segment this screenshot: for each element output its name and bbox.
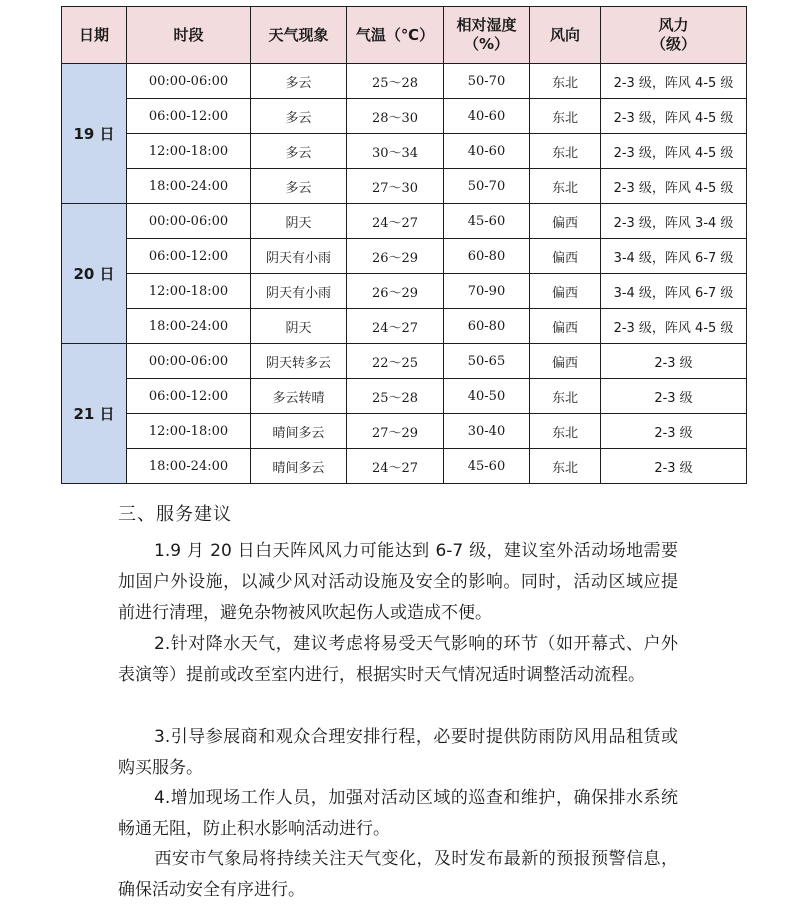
wind-direction-cell: 偏西 <box>530 344 601 379</box>
period-cell: 00:00-06:00 <box>127 64 251 99</box>
weather-cell: 阴天 <box>251 309 347 344</box>
header-temperature: 气温（℃） <box>347 7 444 64</box>
wind-force-cell: 2-3 级 <box>601 344 747 379</box>
section-title: 三、服务建议 <box>118 504 232 525</box>
period-cell: 06:00-12:00 <box>127 379 251 414</box>
advice-paragraph-text: 2.针对降水天气，建议考虑将易受天气影响的环节（如开幕式、户外表演等）提前或改至室内进行，根据实时天气情况适时调整活动流程。 <box>118 634 678 685</box>
wind-direction-cell: 偏西 <box>530 239 601 274</box>
date-cell: 19 日 <box>62 64 127 204</box>
period-cell: 18:00-24:00 <box>127 309 251 344</box>
wind-direction-cell: 东北 <box>530 134 601 169</box>
humidity-cell: 30-40 <box>444 414 530 449</box>
temperature-cell: 27～30 <box>347 169 444 204</box>
temperature-cell: 24～27 <box>347 204 444 239</box>
advice-paragraph-text: 3.引导参展商和观众合理安排行程，必要时提供防雨防风用品租赁或购买服务。 <box>118 727 678 778</box>
advice-paragraph-2 <box>118 629 678 691</box>
period-cell: 18:00-24:00 <box>127 449 251 484</box>
header-weather: 天气现象 <box>251 7 347 64</box>
period-cell: 12:00-18:00 <box>127 134 251 169</box>
closing-paragraph-text: 西安市气象局将持续关注天气变化，及时发布最新的预报预警信息，确保活动安全有序进行。 <box>118 849 678 900</box>
weather-cell: 晴间多云 <box>251 449 347 484</box>
humidity-cell: 50-65 <box>444 344 530 379</box>
wind-direction-cell: 东北 <box>530 99 601 134</box>
humidity-cell: 45-60 <box>444 204 530 239</box>
table-row <box>62 99 747 134</box>
table-row <box>62 414 747 449</box>
header-wind-force <box>601 7 747 64</box>
wind-force-cell: 3-4 级，阵风 6-7 级 <box>601 274 747 309</box>
period-cell: 00:00-06:00 <box>127 344 251 379</box>
table-row <box>62 204 747 239</box>
temperature-cell: 28～30 <box>347 99 444 134</box>
wind-force-cell: 2-3 级，阵风 4-5 级 <box>601 99 747 134</box>
wind-direction-cell: 东北 <box>530 379 601 414</box>
temperature-cell: 27～29 <box>347 414 444 449</box>
wind-force-cell: 2-3 级，阵风 4-5 级 <box>601 169 747 204</box>
humidity-cell: 70-90 <box>444 274 530 309</box>
humidity-cell: 60-80 <box>444 309 530 344</box>
advice-paragraph-text: 4.增加现场工作人员，加强对活动区域的巡查和维护，确保排水系统畅通无阻，防止积水影响活动进行。 <box>118 788 678 839</box>
weather-cell: 阴天 <box>251 204 347 239</box>
humidity-cell: 40-60 <box>444 134 530 169</box>
table-row <box>62 449 747 484</box>
humidity-cell: 60-80 <box>444 239 530 274</box>
header-date: 日期 <box>62 7 127 64</box>
temperature-cell: 24～27 <box>347 449 444 484</box>
temperature-cell: 22～25 <box>347 344 444 379</box>
temperature-cell: 25～28 <box>347 64 444 99</box>
wind-direction-cell: 偏西 <box>530 204 601 239</box>
weather-cell: 多云 <box>251 64 347 99</box>
weather-forecast-table <box>61 6 747 484</box>
header-humidity <box>444 7 530 64</box>
wind-force-cell: 2-3 级 <box>601 379 747 414</box>
wind-direction-cell: 东北 <box>530 169 601 204</box>
humidity-cell: 50-70 <box>444 64 530 99</box>
wind-direction-cell: 东北 <box>530 64 601 99</box>
weather-cell: 多云转晴 <box>251 379 347 414</box>
period-cell: 00:00-06:00 <box>127 204 251 239</box>
wind-direction-cell: 偏西 <box>530 309 601 344</box>
wind-force-cell: 2-3 级，阵风 4-5 级 <box>601 309 747 344</box>
humidity-cell: 40-50 <box>444 379 530 414</box>
date-cell: 21 日 <box>62 344 127 484</box>
humidity-cell: 50-70 <box>444 169 530 204</box>
wind-force-cell: 3-4 级，阵风 6-7 级 <box>601 239 747 274</box>
wind-force-cell: 2-3 级 <box>601 414 747 449</box>
weather-cell: 阴天转多云 <box>251 344 347 379</box>
wind-force-cell: 2-3 级，阵风 4-5 级 <box>601 64 747 99</box>
date-cell: 20 日 <box>62 204 127 344</box>
table-row <box>62 169 747 204</box>
temperature-cell: 25～28 <box>347 379 444 414</box>
advice-paragraph-text: 1.9 月 20 日白天阵风风力可能达到 6-7 级，建议室外活动场地需要加固户外设施，以减少风对活动设施及安全的影响。同时，活动区域应提前进行清理，避免杂物被风吹起伤人或造成不便。 <box>118 541 678 623</box>
temperature-cell: 30～34 <box>347 134 444 169</box>
humidity-cell: 45-60 <box>444 449 530 484</box>
advice-paragraph-1 <box>118 536 678 629</box>
temperature-cell: 26～29 <box>347 274 444 309</box>
period-cell: 12:00-18:00 <box>127 274 251 309</box>
header-period: 时段 <box>127 7 251 64</box>
wind-direction-cell: 东北 <box>530 414 601 449</box>
table-header-row <box>62 7 747 64</box>
header-wind-direction: 风向 <box>530 7 601 64</box>
table-row <box>62 239 747 274</box>
temperature-cell: 24～27 <box>347 309 444 344</box>
weather-cell: 多云 <box>251 99 347 134</box>
period-cell: 06:00-12:00 <box>127 239 251 274</box>
weather-cell: 多云 <box>251 134 347 169</box>
period-cell: 12:00-18:00 <box>127 414 251 449</box>
wind-direction-cell: 偏西 <box>530 274 601 309</box>
table-row <box>62 309 747 344</box>
weather-cell: 阴天有小雨 <box>251 274 347 309</box>
header-humidity-line2: （%） <box>463 35 510 53</box>
period-cell: 06:00-12:00 <box>127 99 251 134</box>
advice-paragraph-4 <box>118 783 678 845</box>
weather-cell: 晴间多云 <box>251 414 347 449</box>
wind-force-cell: 2-3 级，阵风 3-4 级 <box>601 204 747 239</box>
weather-cell: 多云 <box>251 169 347 204</box>
humidity-cell: 40-60 <box>444 99 530 134</box>
table-row <box>62 64 747 99</box>
advice-paragraph-3 <box>118 722 678 784</box>
table-row <box>62 344 747 379</box>
wind-force-cell: 2-3 级，阵风 4-5 级 <box>601 134 747 169</box>
wind-force-cell: 2-3 级 <box>601 449 747 484</box>
header-wind-force-line1: 风力 <box>658 16 689 34</box>
weather-cell: 阴天有小雨 <box>251 239 347 274</box>
table-row <box>62 274 747 309</box>
wind-direction-cell: 东北 <box>530 449 601 484</box>
closing-paragraph <box>118 844 678 906</box>
header-wind-force-line2: （级） <box>650 35 696 53</box>
table-row <box>62 379 747 414</box>
period-cell: 18:00-24:00 <box>127 169 251 204</box>
table-row <box>62 134 747 169</box>
header-humidity-line1: 相对湿度 <box>456 16 517 34</box>
temperature-cell: 26～29 <box>347 239 444 274</box>
